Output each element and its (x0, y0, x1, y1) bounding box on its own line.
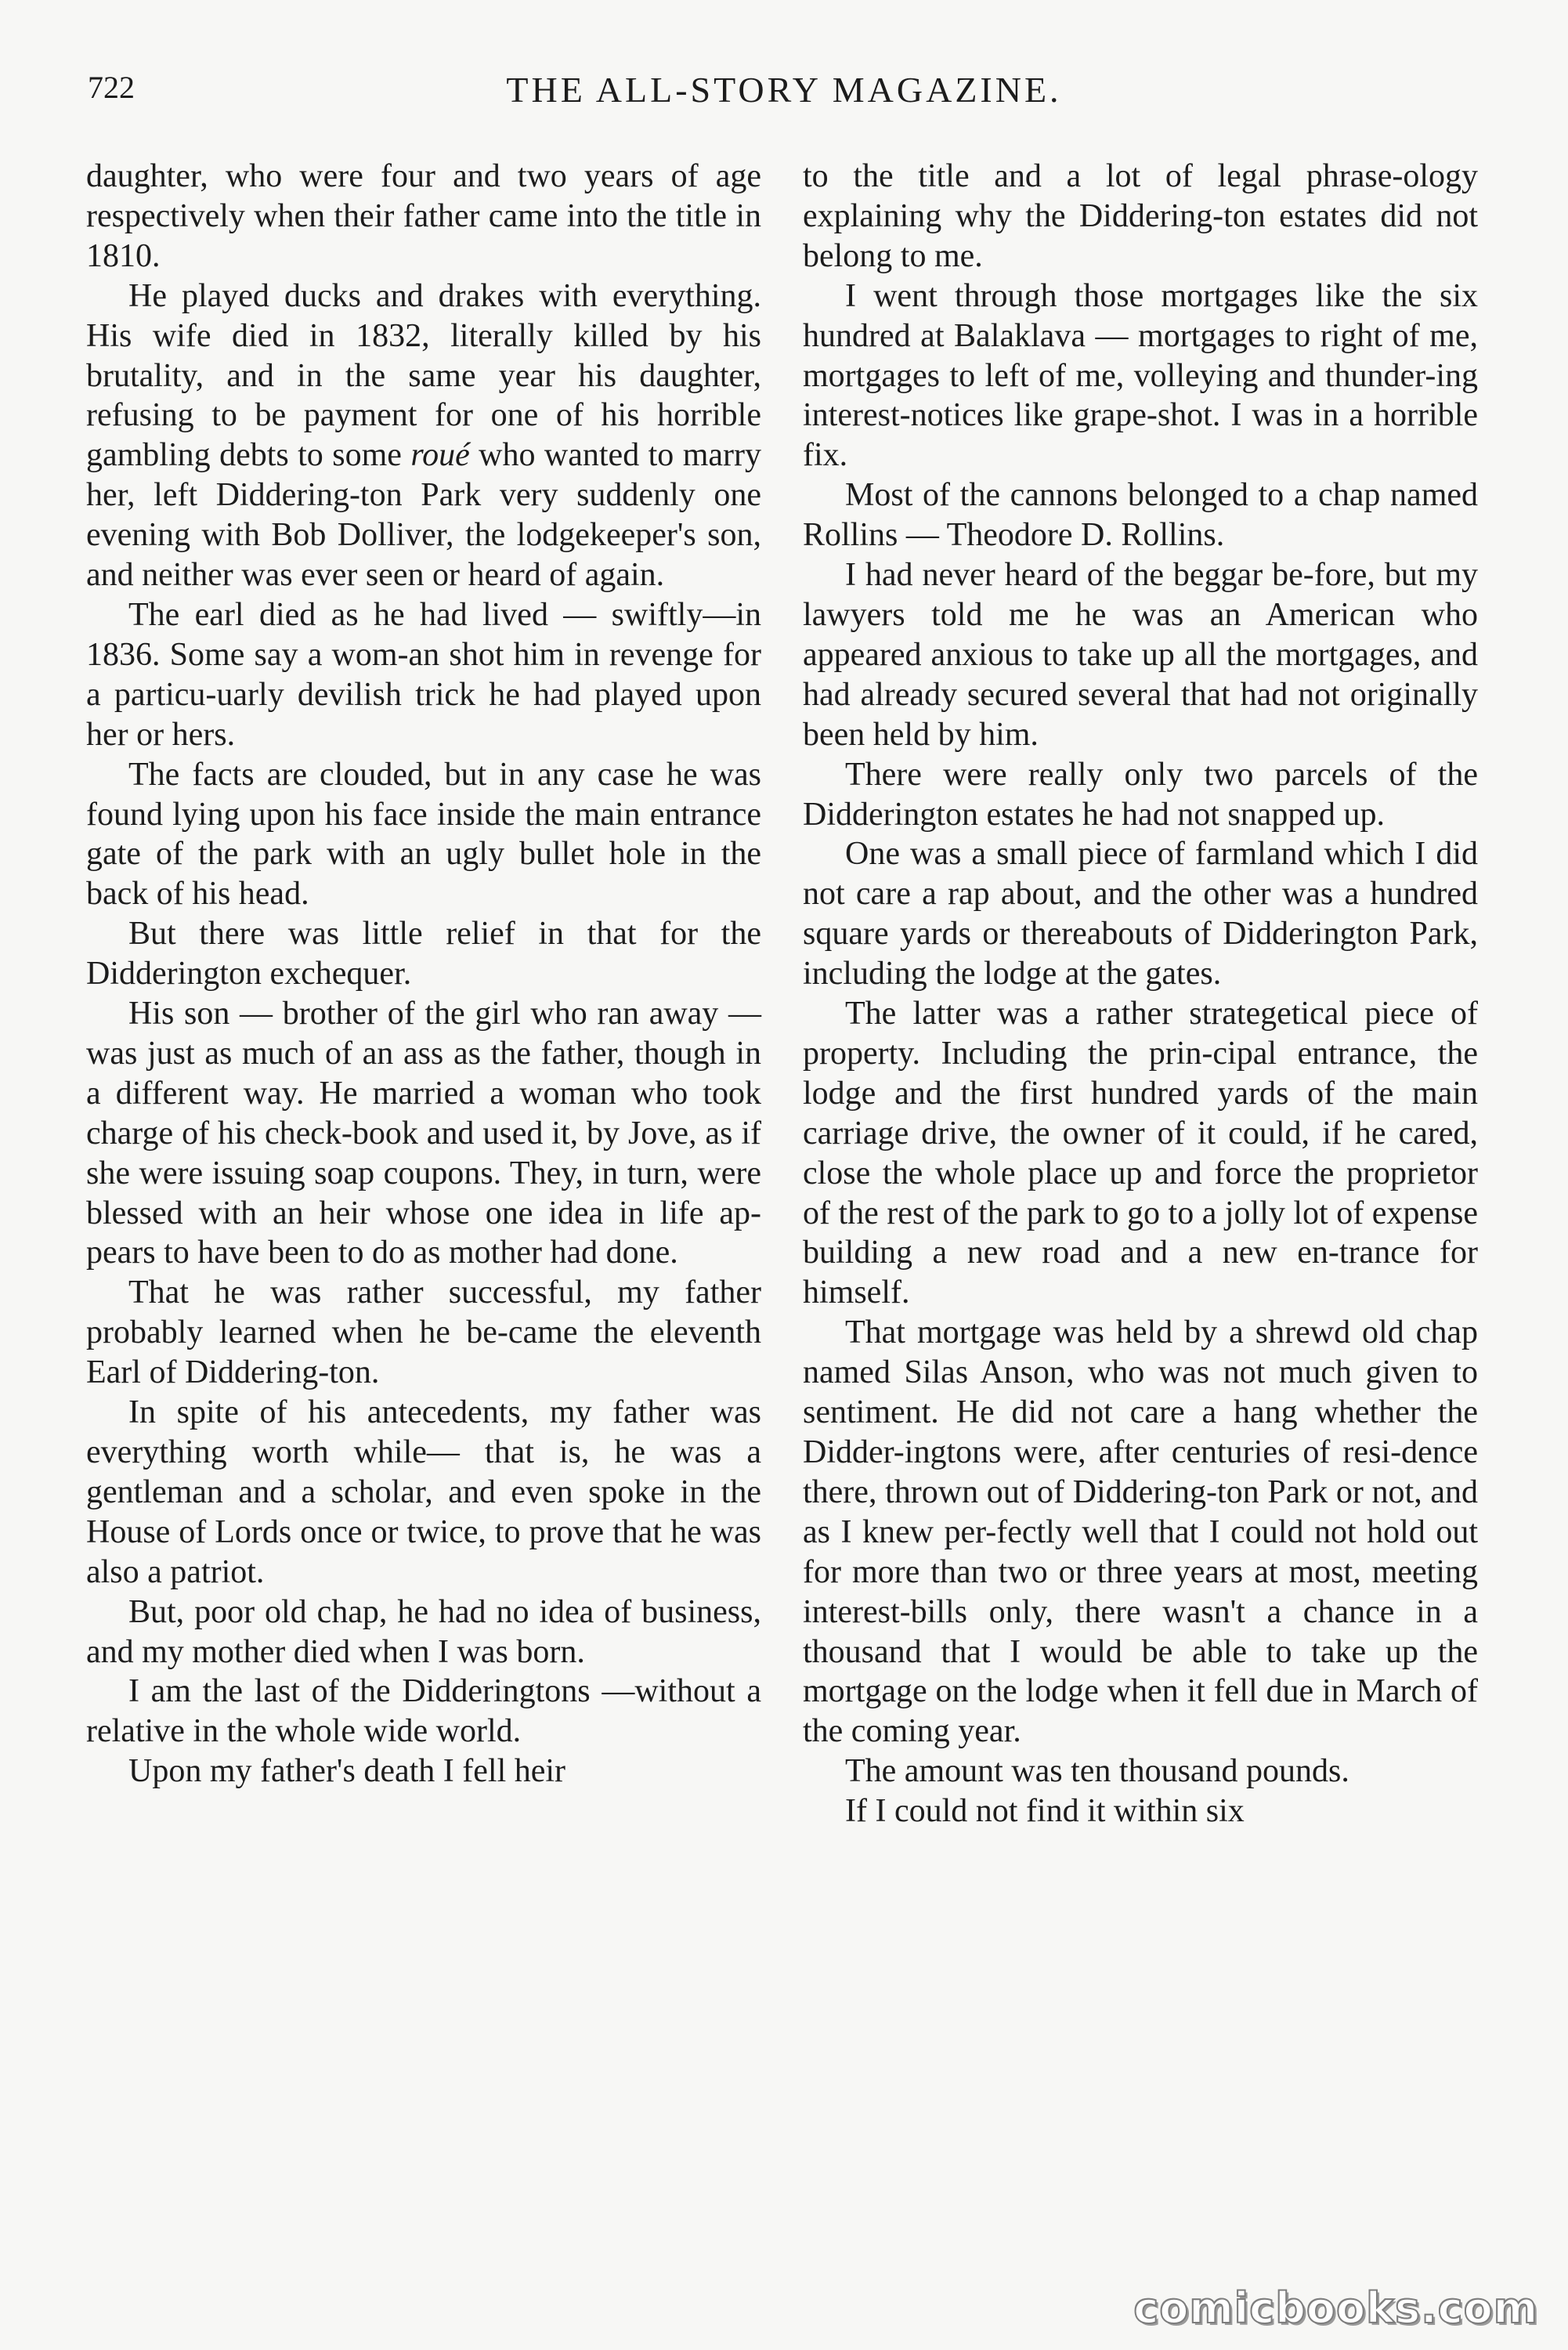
right-column (803, 157, 1478, 1831)
page-header (88, 69, 1480, 124)
paragraph: The amount was ten thousand pounds. (845, 1753, 1349, 1790)
paragraph: I had never heard of the beggar be-fore, but my lawyers told me he was an American who appeared anxious to take up all the mortgages, and had already secured several that had not originally been held by him. (803, 557, 1478, 753)
paragraph: I went through those mortgages like the six hundred at Balaklava — mortgages to right of me, mortgages to left of me, volleying and thunder-ing interest-notices like grape-shot. I was in a horrible fix. (803, 277, 1478, 474)
paragraph: In spite of his antecedents, my father was everything worth while— that is, he was a gentleman and a scholar, and even spoke in the House of Lords once or twice, to prove that he was also a patriot. (86, 1394, 761, 1590)
italic-word: roué (410, 437, 470, 474)
running-head: THE ALL-STORY MAGAZINE. (506, 70, 1062, 110)
paragraph: The facts are clouded, but in any case he was found lying upon his face inside the main entrance gate of the park with an ugly bullet hole in the back of his head. (86, 756, 761, 913)
watermark: comicbooks.com (1133, 2283, 1538, 2333)
paragraph-text: who wanted to marry her, left Diddering-ton Park very suddenly one evening with Bob Dolliver, the lodgekeeper's son, and neither was ever seen or heard of again. (86, 437, 761, 594)
paragraph: The latter was a rather strategetical piece of property. Including the prin-cipal entrance, the lodge and the first hundred yards of the main carriage drive, the owner of it could, if he cared, close the whole place up and force the proprietor of the rest of the park to go to a jolly lot of expense building a new road and a new en-trance for himself. (803, 996, 1478, 1311)
paragraph: I am the last of the Didderingtons —without a relative in the whole wide world. (86, 1673, 761, 1750)
paragraph: That he was rather successful, my father probably learned when he be-came the eleventh Earl of Diddering-ton. (86, 1274, 761, 1391)
paragraph: If I could not find it within six (845, 1793, 1245, 1830)
left-column (86, 157, 761, 1791)
paragraph: That mortgage was held by a shrewd old chap named Silas Anson, who was not much given to sentiment. He did not care a hang whether the Didder-ingtons were, after centuries of resi-dence there, thrown out of Diddering-ton Park or not, and as I knew per-fectly well that I could not hold out for more than two or three years at most, meeting interest-bills only, there wasn't a chance in a thousand that I would be able to take up the mortgage on the lodge when it fell due in March of the coming year. (803, 1314, 1478, 1750)
paragraph (86, 277, 761, 595)
paragraph: daughter, who were four and two years of age respectively when their father came into the title in 1810. (86, 158, 761, 274)
paragraph: But, poor old chap, he had no idea of business, and my mother died when I was born. (86, 1593, 761, 1670)
paragraph: Upon my father's death I fell heir (128, 1753, 566, 1790)
paragraph: to the title and a lot of legal phrase-ology explaining why the Diddering-ton estates did not belong to me. (803, 158, 1478, 274)
paragraph: There were really only two parcels of the Didderington estates he had not snapped up. (803, 756, 1478, 833)
paragraph: His son — brother of the girl who ran away — was just as much of an ass as the father, though in a different way. He married a woman who took charge of his check-book and used it, by Jove, as if she were issuing soap coupons. They, in turn, were blessed with an heir whose one idea in life ap-pears to have been to do as mother had done. (86, 996, 761, 1271)
paragraph: The earl died as he had lived — swiftly—in 1836. Some say a wom-an shot him in revenge for a particu-uarly devilish trick he had played upon her or hers. (86, 596, 761, 753)
paragraph: But there was little relief in that for the Didderington exchequer. (86, 916, 761, 992)
paragraph: One was a small piece of farmland which I did not care a rap about, and the other was a hundred square yards or thereabouts of Didderington Park, including the lodge at the gates. (803, 836, 1478, 992)
paragraph-text: He played ducks and drakes with everything. His wife died in 1832, literally killed by his brutality, and in the same year his daughter, refusing to be payment for one of his horrible gambling debts to some (86, 277, 761, 474)
page-number: 722 (88, 70, 135, 105)
paragraph: Most of the cannons belonged to a chap named Rollins — Theodore D. Rollins. (803, 477, 1478, 554)
